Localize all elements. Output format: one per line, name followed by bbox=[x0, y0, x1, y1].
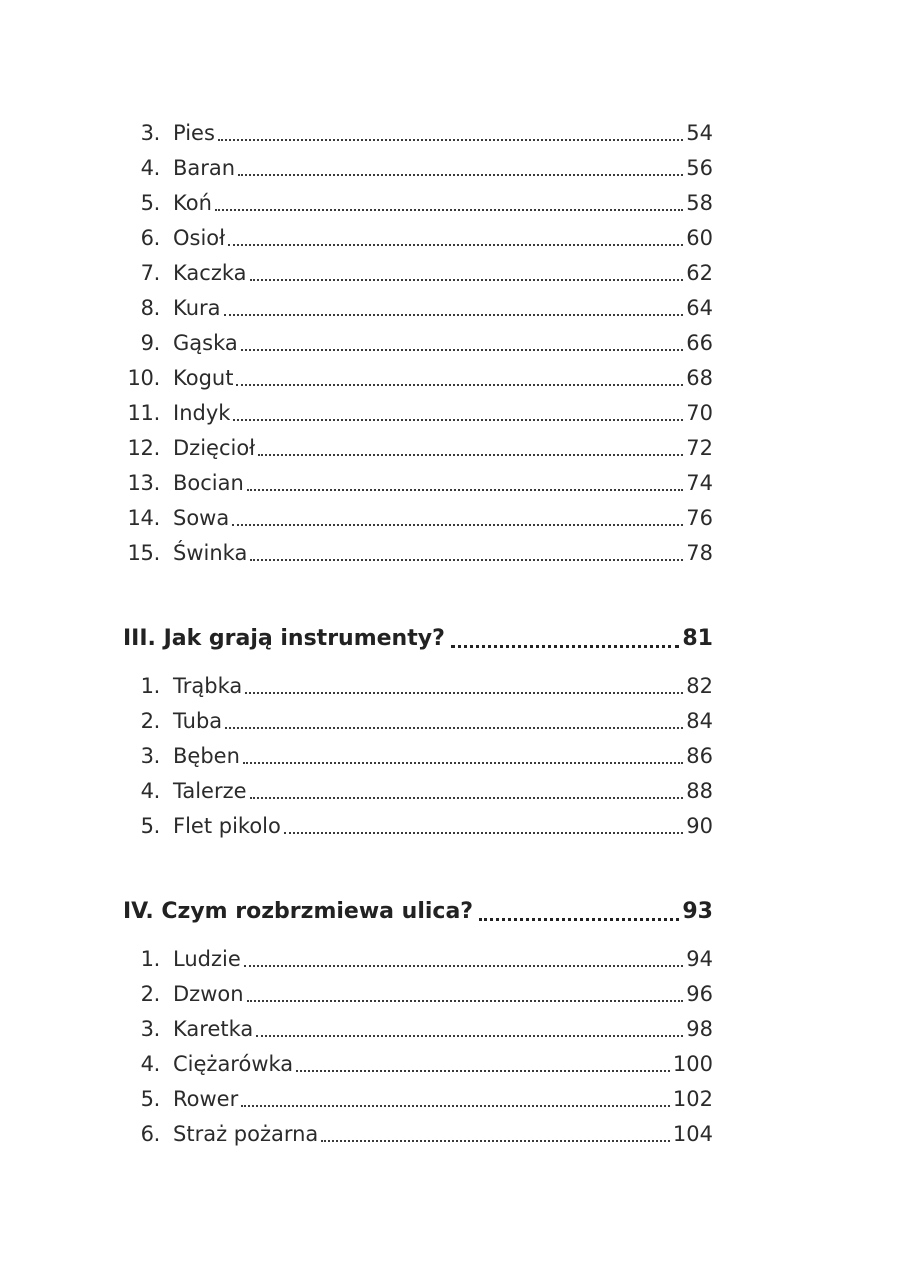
entry-number: 11. bbox=[127, 401, 160, 425]
toc-entry[interactable] bbox=[120, 256, 713, 291]
entry-number: 8. bbox=[140, 296, 160, 320]
entry-title: Karetka bbox=[173, 1017, 254, 1041]
dot-leader bbox=[236, 383, 683, 386]
entry-number: 9. bbox=[140, 331, 160, 355]
dot-leader bbox=[256, 1034, 683, 1037]
dot-leader bbox=[479, 917, 679, 921]
toc-entry[interactable] bbox=[120, 977, 713, 1012]
entry-title: Osioł bbox=[173, 226, 226, 250]
dot-leader bbox=[225, 726, 683, 729]
dot-leader bbox=[224, 313, 684, 316]
entry-page-number: 54 bbox=[686, 121, 713, 145]
entry-title: Indyk bbox=[173, 401, 231, 425]
entry-page-number: 56 bbox=[686, 156, 713, 180]
entry-page-number: 102 bbox=[672, 1087, 713, 1111]
entry-number: 4. bbox=[140, 1052, 160, 1076]
toc-entry[interactable] bbox=[120, 809, 713, 844]
entry-page-number: 100 bbox=[672, 1052, 713, 1076]
entry-page-number: 60 bbox=[686, 226, 713, 250]
entry-page-number: 76 bbox=[686, 506, 713, 530]
toc-entry[interactable] bbox=[120, 151, 713, 186]
entry-number: 4. bbox=[140, 156, 160, 180]
toc-entry[interactable] bbox=[120, 186, 713, 221]
entry-page-number: 88 bbox=[686, 779, 713, 803]
entry-page-number: 72 bbox=[686, 436, 713, 460]
entry-number: 3. bbox=[140, 744, 160, 768]
entry-title: Sowa bbox=[173, 506, 230, 530]
section-title: IV. Czym rozbrzmiewa ulica? bbox=[123, 899, 474, 924]
section-page-number: 81 bbox=[682, 626, 713, 651]
dot-leader bbox=[284, 831, 683, 834]
dot-leader bbox=[218, 138, 683, 141]
dot-leader bbox=[243, 761, 683, 764]
toc-entry[interactable] bbox=[120, 669, 713, 704]
entry-page-number: 86 bbox=[686, 744, 713, 768]
toc-entry[interactable] bbox=[120, 116, 713, 151]
entry-number: 2. bbox=[140, 982, 160, 1006]
entry-title: Kaczka bbox=[173, 261, 247, 285]
entry-number: 5. bbox=[140, 814, 160, 838]
toc-entry[interactable] bbox=[120, 1012, 713, 1047]
entry-number: 6. bbox=[140, 1122, 160, 1146]
dot-leader bbox=[250, 796, 684, 799]
entry-page-number: 94 bbox=[686, 947, 713, 971]
toc-entry[interactable] bbox=[120, 221, 713, 256]
entry-page-number: 90 bbox=[686, 814, 713, 838]
dot-leader bbox=[247, 488, 683, 491]
entry-title: Trąbka bbox=[173, 674, 243, 698]
entry-title: Talerze bbox=[173, 779, 247, 803]
entry-number: 3. bbox=[140, 1017, 160, 1041]
dot-leader bbox=[215, 208, 683, 211]
dot-leader bbox=[245, 691, 683, 694]
entry-title: Pies bbox=[173, 121, 215, 145]
entry-number: 1. bbox=[140, 947, 160, 971]
entry-page-number: 68 bbox=[686, 366, 713, 390]
toc-entry[interactable] bbox=[120, 704, 713, 739]
entry-title: Kura bbox=[173, 296, 221, 320]
entry-page-number: 78 bbox=[686, 541, 713, 565]
toc-entry[interactable] bbox=[120, 536, 713, 571]
entry-number: 7. bbox=[140, 261, 160, 285]
entry-page-number: 98 bbox=[686, 1017, 713, 1041]
toc-entry[interactable] bbox=[120, 431, 713, 466]
toc-entry[interactable] bbox=[120, 774, 713, 809]
dot-leader bbox=[233, 418, 683, 421]
entry-page-number: 96 bbox=[686, 982, 713, 1006]
entry-title: Dzięcioł bbox=[173, 436, 256, 460]
dot-leader bbox=[244, 964, 684, 967]
section-page-number: 93 bbox=[682, 899, 713, 924]
entry-title: Straż pożarna bbox=[173, 1122, 319, 1146]
dot-leader bbox=[321, 1139, 670, 1142]
entry-number: 2. bbox=[140, 709, 160, 733]
entry-title: Świnka bbox=[173, 541, 248, 565]
entry-number: 15. bbox=[127, 541, 160, 565]
section-heading-instruments[interactable] bbox=[123, 619, 713, 659]
toc-entry[interactable] bbox=[120, 326, 713, 361]
entry-page-number: 104 bbox=[672, 1122, 713, 1146]
entry-title: Bęben bbox=[173, 744, 240, 768]
entry-number: 3. bbox=[140, 121, 160, 145]
entry-number: 4. bbox=[140, 779, 160, 803]
dot-leader bbox=[232, 523, 683, 526]
toc-entry[interactable] bbox=[120, 501, 713, 536]
toc-entry[interactable] bbox=[120, 1117, 713, 1152]
entry-title: Rower bbox=[173, 1087, 239, 1111]
dot-leader bbox=[241, 1104, 670, 1107]
entry-number: 12. bbox=[127, 436, 160, 460]
entry-page-number: 64 bbox=[686, 296, 713, 320]
entry-number: 5. bbox=[140, 191, 160, 215]
entry-number: 1. bbox=[140, 674, 160, 698]
section-title: III. Jak grają instrumenty? bbox=[123, 626, 445, 651]
dot-leader bbox=[241, 348, 684, 351]
entry-title: Dzwon bbox=[173, 982, 244, 1006]
entry-number: 5. bbox=[140, 1087, 160, 1111]
dot-leader bbox=[238, 173, 683, 176]
toc-entry[interactable] bbox=[120, 1082, 713, 1117]
entry-page-number: 70 bbox=[686, 401, 713, 425]
entry-page-number: 58 bbox=[686, 191, 713, 215]
entry-number: 14. bbox=[127, 506, 160, 530]
dot-leader bbox=[296, 1069, 670, 1072]
entry-title: Flet pikolo bbox=[173, 814, 281, 838]
toc-entry[interactable] bbox=[120, 466, 713, 501]
section-heading-street[interactable] bbox=[123, 892, 713, 932]
entry-title: Kogut bbox=[173, 366, 234, 390]
toc-entry[interactable] bbox=[120, 739, 713, 774]
entry-page-number: 74 bbox=[686, 471, 713, 495]
entry-page-number: 82 bbox=[686, 674, 713, 698]
entry-number: 13. bbox=[127, 471, 160, 495]
entry-title: Koń bbox=[173, 191, 212, 215]
dot-leader bbox=[228, 243, 683, 246]
toc-entry[interactable] bbox=[120, 396, 713, 431]
dot-leader bbox=[247, 999, 684, 1002]
toc-entry[interactable] bbox=[120, 361, 713, 396]
entry-title: Tuba bbox=[173, 709, 223, 733]
entry-title: Ciężarówka bbox=[173, 1052, 294, 1076]
entry-page-number: 66 bbox=[686, 331, 713, 355]
entry-page-number: 62 bbox=[686, 261, 713, 285]
dot-leader bbox=[250, 558, 683, 561]
entry-title: Baran bbox=[173, 156, 236, 180]
entry-number: 6. bbox=[140, 226, 160, 250]
entry-title: Ludzie bbox=[173, 947, 241, 971]
dot-leader bbox=[258, 453, 683, 456]
entry-title: Gąska bbox=[173, 331, 238, 355]
entry-page-number: 84 bbox=[686, 709, 713, 733]
dot-leader bbox=[451, 644, 680, 648]
toc-entry[interactable] bbox=[120, 942, 713, 977]
toc-entry[interactable] bbox=[120, 291, 713, 326]
entry-number: 10. bbox=[127, 366, 160, 390]
entry-title: Bocian bbox=[173, 471, 244, 495]
dot-leader bbox=[250, 278, 684, 281]
toc-entry[interactable] bbox=[120, 1047, 713, 1082]
